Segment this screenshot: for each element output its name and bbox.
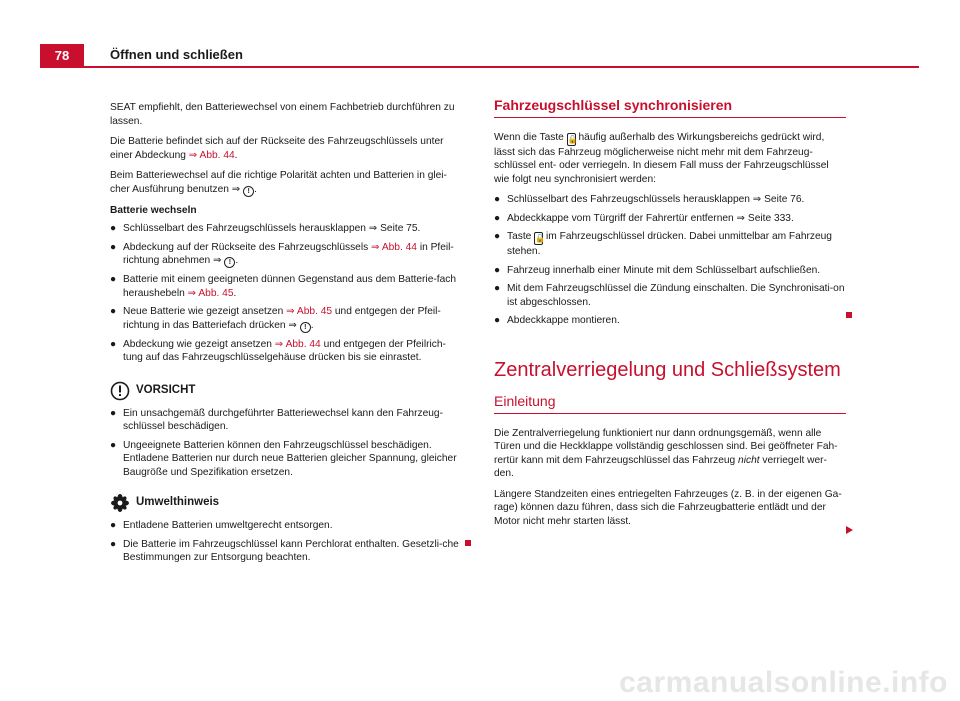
bullet-icon: ● bbox=[494, 283, 501, 294]
bullet-icon: ● bbox=[110, 241, 117, 253]
figure-link[interactable]: ⇒ Abb. 44 bbox=[371, 241, 417, 253]
list-item: ● Batterie mit einem geeigneten dünnen Gegenstand aus dem Batterie-fach heraushebeln ⇒ Abb. 45. bbox=[110, 274, 457, 299]
caution-title: VORSICHT bbox=[136, 383, 196, 396]
caution-ref-icon[interactable]: ! bbox=[300, 322, 311, 333]
list-item: ● Schlüsselbart des Fahrzeugschlüssels herausklappen ⇒ Seite 75. bbox=[110, 223, 421, 234]
list-item: ● Schlüsselbart des Fahrzeugschlüssels herausklappen ⇒ Seite 76. bbox=[494, 194, 805, 205]
bullet-icon: ● bbox=[110, 338, 117, 350]
paragraph: Wenn die Taste 🔓 häufig außerhalb des Wirkungsbereichs gedrückt wird, lässt sich das Fahrzeug möglicherweise nicht mehr mit dem Fahrzeug-schlüssel ent- oder verriegeln. In diesem Fall muss der Fahrzeugschlüssel wie folgt neu synchronisiert werden: bbox=[494, 131, 829, 185]
bullet-icon: ● bbox=[110, 520, 117, 531]
list-item: ● Fahrzeug innerhalb einer Minute mit dem Schlüsselbart aufschließen. bbox=[494, 264, 821, 276]
list-item: ● Abdeckkappe montieren. bbox=[494, 315, 620, 326]
list-item: ● Taste 🔓 im Fahrzeugschlüssel drücken. Dabei unmittelbar am Fahrzeug stehen. bbox=[494, 231, 832, 257]
bullet-icon: ● bbox=[494, 194, 501, 205]
unlock-key-icon: 🔓 bbox=[535, 234, 546, 243]
caution-icon bbox=[110, 381, 130, 401]
paragraph: SEAT empfiehlt, den Batteriewechsel von einem Fachbetrieb durchführen zu lassen. bbox=[110, 102, 455, 127]
unlock-key-icon: 🔓 bbox=[567, 134, 578, 144]
bullet-icon: ● bbox=[110, 306, 117, 317]
list-item: ● Abdeckkappe vom Türgriff der Fahrertür entfernen ⇒ Seite 333. bbox=[494, 212, 794, 224]
environment-flower-icon bbox=[110, 493, 130, 513]
bullet-icon: ● bbox=[110, 439, 117, 451]
caution-ref-icon[interactable]: ! bbox=[243, 186, 254, 197]
section-rule bbox=[494, 413, 846, 414]
environment-heading bbox=[110, 493, 460, 513]
paragraph: Die Batterie befindet sich auf der Rückseite des Fahrzeugschlüssels unter einer Abdeckung ⇒ Abb. 44. bbox=[110, 136, 444, 161]
bullet-icon: ● bbox=[494, 231, 501, 242]
list-item: ● Ein unsachgemäß durchgeführter Batteriewechsel kann den Fahrzeug-schlüssel beschädigen. bbox=[110, 407, 443, 432]
section-heading: Fahrzeugschlüssel synchronisieren bbox=[494, 97, 733, 113]
section-end-marker bbox=[465, 540, 471, 546]
list-item: ● Abdeckung wie gezeigt ansetzen ⇒ Abb. 44 und entgegen der Pfeilrich-tung auf das Fahrzeugschlüsselgehäuse drücken bis sie einrastet. bbox=[110, 338, 446, 363]
section-rule bbox=[494, 117, 846, 118]
header-rule bbox=[84, 66, 919, 68]
bullet-icon: ● bbox=[110, 538, 117, 550]
bullet-icon: ● bbox=[110, 407, 117, 419]
bullet-icon: ● bbox=[494, 264, 501, 276]
list-item: ● Entladene Batterien umweltgerecht entsorgen. bbox=[110, 520, 333, 531]
bullet-icon: ● bbox=[110, 274, 117, 285]
bullet-icon: ● bbox=[110, 223, 117, 234]
paragraph: Beim Batteriewechsel auf die richtige Polarität achten und Batterien in glei-cher Ausführung benutzen ⇒ ! . bbox=[110, 170, 447, 195]
list-item: ● Abdeckung auf der Rückseite des Fahrzeugschlüssels ⇒ Abb. 44 in Pfeil-richtung abnehmen ⇒ ! . bbox=[110, 241, 454, 266]
paragraph: Die Zentralverriegelung funktioniert nur dann ordnungsgemäß, wenn alle Türen und die Heckklappe vollständig geschlossen sind. Bei geöffneter Fah-rertür kann mit dem Fahrzeugschlüssel das Fahrzeug nicht verriegelt wer-den. bbox=[494, 427, 838, 479]
list-item: ● Mit dem Fahrzeugschlüssel die Zündung einschalten. Die Synchronisati-on ist abgeschlossen. bbox=[494, 283, 845, 308]
list-item: ● Ungeeignete Batterien können den Fahrzeugschlüssel beschädigen. Entladene Batterien nur durch neue Batterien gleicher Spannung, gleicher Baugröße und Spezifikation ersetzen. bbox=[110, 439, 457, 478]
section-heading: Einleitung bbox=[494, 393, 556, 409]
figure-link[interactable]: ⇒ Abb. 45 bbox=[286, 306, 333, 317]
section-end-marker bbox=[846, 312, 852, 318]
bullet-icon: ● bbox=[494, 212, 501, 224]
bullet-icon: ● bbox=[494, 315, 501, 326]
figure-link[interactable]: ⇒ Abb. 44 bbox=[188, 149, 235, 161]
subheading: Batterie wechseln bbox=[110, 204, 197, 216]
figure-link[interactable]: ⇒ Abb. 45 bbox=[187, 287, 234, 299]
watermark: carmanualsonline.info bbox=[619, 666, 948, 699]
continue-arrow-icon bbox=[846, 526, 853, 534]
page-title: Öffnen und schließen bbox=[110, 47, 243, 62]
list-item: ● Neue Batterie wie gezeigt ansetzen ⇒ Abb. 45 und entgegen der Pfeil-richtung in das Batteriefach drücken ⇒ ! . bbox=[110, 306, 441, 331]
figure-link[interactable]: ⇒ Abb. 44 bbox=[274, 338, 321, 350]
page-number: 78 bbox=[54, 48, 70, 63]
caution-heading bbox=[110, 381, 460, 401]
environment-title: Umwelthinweis bbox=[136, 496, 220, 509]
right-column bbox=[494, 99, 846, 535]
paragraph: Längere Standzeiten eines entriegelten Fahrzeuges (z. B. in der eigenen Ga-rage) können dazu führen, dass sich die Fahrzeugbatterie entlädt und der Motor nicht mehr starten lässt. bbox=[494, 488, 842, 527]
chapter-title: Zentralverriegelung und Schließsystem bbox=[494, 358, 841, 381]
caution-ref-icon[interactable]: ! bbox=[224, 257, 235, 268]
left-column bbox=[110, 101, 460, 570]
list-item: ● Die Batterie im Fahrzeugschlüssel kann Perchlorat enthalten. Gesetzli-che Bestimmungen zur Entsorgung beachten. bbox=[110, 538, 459, 563]
